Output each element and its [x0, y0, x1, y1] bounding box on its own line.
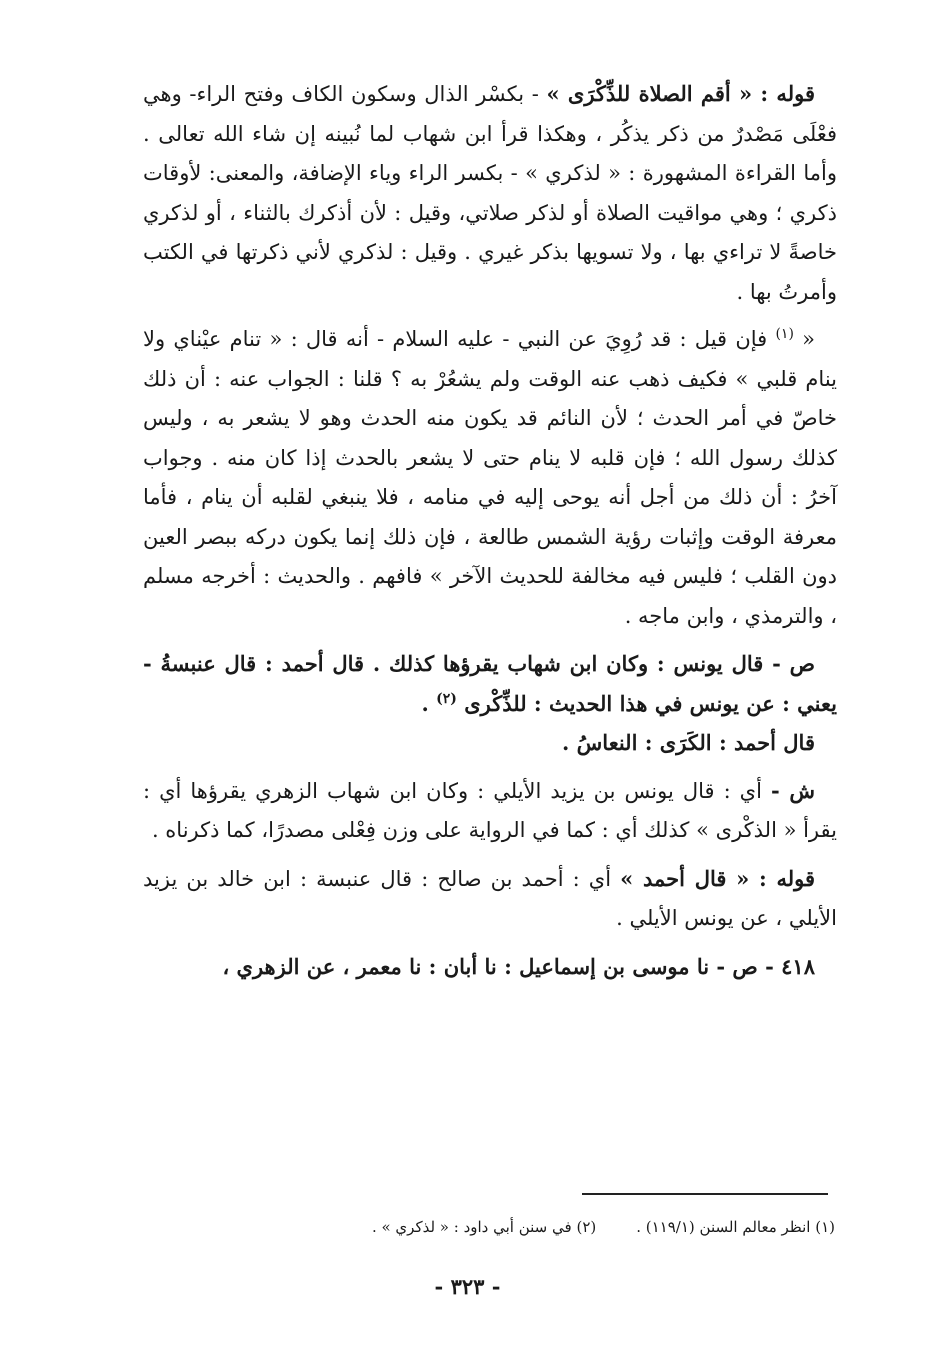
paragraph-text: أي : أحمد بن صالح : قال عنبسة : ابن خالد بن يزيد الأيلي ، عن يونس الأيلي .: [143, 866, 837, 930]
paragraph-text: - بكسْر الذال وسكون الكاف وفتح الراء- وهي فعْلَى مَصْدرٌ من ذكر يذكُر ، وهكذا قرأ ابن شهاب لما نُبينه إن شاء الله تعالى . وأما القراءة المشهورة : « لذكري » - بكسر الراء وياء الإضافة، والمعنى: لأوقات ذكري ؛ وهي مواقيت الصلاة أو لذكر صلاتي، وقيل : لأن أذكرك بالثناء ، أو لذكري خاصةً لا تراءي بها ، ولا تسويها بذكر غيري . وقيل : لذكري لأني ذكرتها في الكتب وأمرتُ بها .: [143, 82, 837, 304]
main-text: [143, 74, 837, 994]
quote-lead: ش -: [770, 777, 815, 803]
footnote-separator: [582, 1193, 828, 1195]
paragraph-text: قال أحمد : الكَرَى : النعاسُ .: [562, 730, 815, 755]
paragraph-text: ص - قال يونس : وكان ابن شهاب يقرؤها كذلك . قال أحمد : قال عنبسةُ - يعني : عن يونس في هذا الحديث : للذِّكْرى: [143, 651, 837, 716]
footnotes: [180, 1215, 835, 1239]
paragraph-6: [143, 859, 837, 939]
hadith-paragraph: [143, 644, 837, 723]
quote-lead: قوله : « أقم الصلاة للذِّكْرَى »: [546, 81, 815, 106]
quote-lead: قوله : « قال أحمد »: [620, 865, 815, 891]
footnote-1: (١) انظر معالم السنن (١١٩/١) .: [636, 1218, 835, 1236]
open-quote: «: [793, 327, 816, 351]
hadith-paragraph-3: [143, 947, 837, 987]
hadith-paragraph-2: [143, 723, 837, 763]
paragraph-5: [143, 771, 837, 851]
page-number: - ٣٢٣ -: [434, 1274, 501, 1299]
footnote-marker-2: (٢): [436, 690, 457, 707]
footnote-2: (٢) في سنن أبي داود : « لذكري » .: [371, 1218, 597, 1236]
paragraph-2: [143, 320, 837, 636]
paragraph-text: فإن قيل : قد رُوِيَ عن النبي - عليه السلام - أنه قال : « تنام عيْناي ولا ينام قلبي » فكيف ذهب عنه الوقت ولم يشعُرْ به ؟ قلنا : الجواب عنه : أن ذلك خاصّ في أمر الحدث ؛ لأن النائم قد يكون منه الحدث وهو لا يشعر به ، وليس كذلك رسول الله ؛ فإن قلبه لا ينام حتى لا يشعر بالحدث إذا كان منه . وجواب آخرُ : أن ذلك من أجل أنه يوحى إليه في منامه ، فلا ينبغي لقلبه أن ينام ، فأما معرفة الوقت وإثبات رؤية الشمس طالعة ، فإن ذلك إنما يكون دركه ببصر العين دون القلب ؛ فليس فيه مخالفة للحديث الآخر » فافهم . والحديث : أخرجه مسلم ، والترمذي ، وابن ماجه .: [143, 327, 837, 628]
paragraph-text: ٤١٨ - ص - نا موسى بن إسماعيل : نا أبان : نا معمر ، عن الزهري ،: [222, 953, 815, 979]
paragraph-text: أي : قال يونس بن يزيد الأيلي : وكان ابن شهاب الزهري يقرؤها أي : يقرأ « الذكْرى » كذلك أي : كما في الرواية على وزن فِعْلى مصدرًا، كما ذكرناه .: [143, 778, 837, 842]
paragraph-1: [143, 74, 837, 312]
footnote-marker-1: (١): [775, 326, 794, 342]
paragraph-suffix: .: [421, 690, 437, 716]
